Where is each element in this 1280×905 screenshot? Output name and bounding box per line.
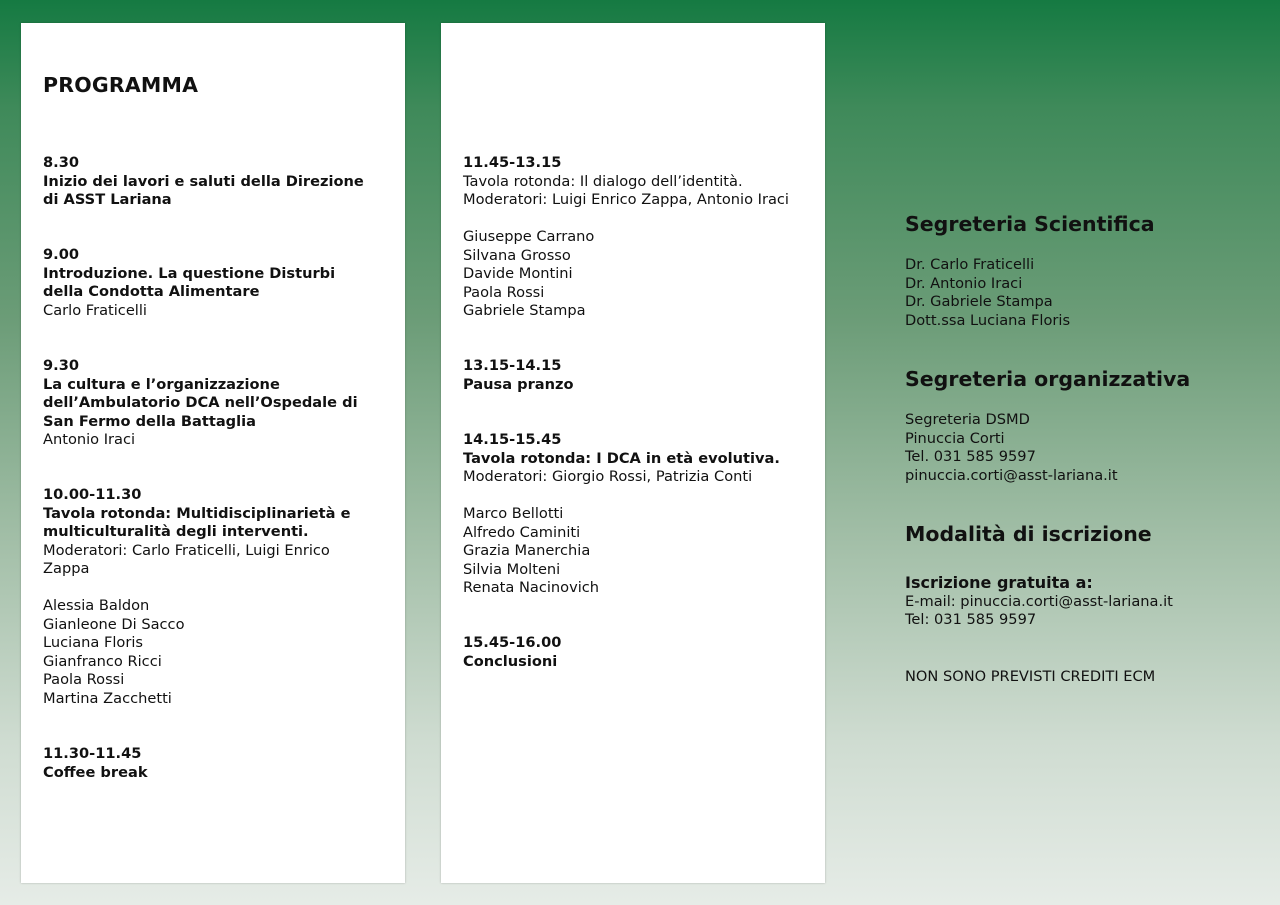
participant-name: Alessia Baldon (43, 597, 150, 614)
program-speaker: Carlo Fraticelli (43, 301, 147, 319)
registration-title: Modalità di iscrizione (905, 522, 1152, 546)
program-item (463, 357, 813, 394)
scientific-secretariat-title: Segreteria Scientifica (905, 212, 1155, 236)
program-item (463, 634, 813, 671)
secretariat-member: Dr. Gabriele Stampa (905, 293, 1053, 310)
program-heading: di ASST Lariana (43, 191, 172, 208)
program-heading: La cultura e l’organizzazione (43, 375, 280, 393)
participant-name: Silvia Molteni (463, 560, 561, 578)
program-heading: Inizio dei lavori e saluti della Direzione (43, 172, 364, 190)
participant-name: Renata Nacinovich (463, 579, 600, 596)
program-heading: Introduzione. La questione Disturbi (43, 264, 336, 282)
program-time: 13.15-14.15 (463, 357, 562, 374)
participant-name: Grazia Manerchia (463, 542, 591, 559)
program-heading: Conclusioni (463, 652, 558, 670)
participant-name: Marco Bellotti (463, 505, 564, 522)
participant-name: Luciana Floris (43, 634, 144, 651)
credits-note: NON SONO PREVISTI CREDITI ECM (905, 668, 1156, 685)
organizational-phone: Tel. 031 585 9597 (905, 448, 1036, 465)
program-heading: dell’Ambulatorio DCA nell’Ospedale di (43, 394, 358, 411)
organizational-line: Segreteria DSMD (905, 411, 1030, 428)
program-time: 11.30-11.45 (43, 745, 142, 762)
registration-subtitle: Iscrizione gratuita a: (905, 573, 1093, 592)
program-item (43, 486, 393, 708)
program-time: 9.30 (43, 357, 80, 374)
program-heading: Tavola rotonda: Multidisciplinarietà e (43, 504, 351, 522)
program-item (43, 246, 393, 320)
program-time: 8.30 (43, 154, 80, 171)
registration-email: E-mail: pinuccia.corti@asst-lariana.it (905, 592, 1173, 610)
program-moderators: Zappa (43, 560, 90, 577)
program-heading: Coffee break (43, 763, 148, 781)
program-item (43, 745, 393, 782)
program-heading: multiculturalità degli interventi. (43, 523, 309, 540)
program-item (463, 431, 813, 598)
participant-name: Silvana Grosso (463, 246, 571, 264)
participant-name: Martina Zacchetti (43, 689, 172, 707)
secretariat-member: Dott.ssa Luciana Floris (905, 311, 1071, 329)
organizational-email: pinuccia.corti@asst-lariana.it (905, 466, 1118, 484)
program-speaker: Antonio Iraci (43, 431, 136, 448)
program-moderators: Moderatori: Giorgio Rossi, Patrizia Conti (463, 468, 753, 485)
program-item (43, 154, 393, 210)
registration-info (905, 574, 1173, 630)
program-item (43, 357, 393, 450)
program-heading: Tavola rotonda: I DCA in età evolutiva. (463, 449, 780, 467)
program-moderators: Moderatori: Luigi Enrico Zappa, Antonio Iraci (463, 191, 789, 208)
participant-name: Davide Montini (463, 265, 573, 282)
participant-list (463, 228, 813, 321)
organizational-line: Pinuccia Corti (905, 429, 1005, 447)
secretariat-member: Dr. Antonio Iraci (905, 274, 1023, 292)
program-panel-left (21, 23, 405, 883)
scientific-secretariat-list (905, 256, 1070, 330)
organizational-secretariat-list (905, 411, 1118, 485)
program-time: 10.00-11.30 (43, 486, 142, 503)
program-moderators: Moderatori: Carlo Fraticelli, Luigi Enrico (43, 541, 330, 559)
participant-name: Gianleone Di Sacco (43, 615, 185, 633)
program-time: 11.45-13.15 (463, 154, 562, 171)
participant-list (463, 505, 813, 598)
program-title: PROGRAMMA (43, 73, 199, 97)
participant-name: Gianfranco Ricci (43, 652, 162, 670)
secretariat-member: Dr. Carlo Fraticelli (905, 256, 1035, 273)
registration-phone: Tel: 031 585 9597 (905, 611, 1037, 628)
participant-name: Giuseppe Carrano (463, 228, 595, 245)
program-heading: Pausa pranzo (463, 375, 574, 393)
participant-name: Paola Rossi (43, 671, 125, 688)
participant-name: Alfredo Caminiti (463, 523, 581, 541)
program-item (463, 154, 813, 321)
program-heading: della Condotta Alimentare (43, 283, 260, 300)
program-heading: San Fermo della Battaglia (43, 412, 256, 430)
participant-name: Gabriele Stampa (463, 302, 586, 319)
participant-name: Paola Rossi (463, 283, 545, 301)
program-heading: Tavola rotonda: Il dialogo dell’identità. (463, 172, 743, 190)
program-time: 9.00 (43, 246, 80, 263)
program-time: 15.45-16.00 (463, 634, 562, 651)
program-panel-middle (441, 23, 825, 883)
program-time: 14.15-15.45 (463, 431, 562, 448)
participant-list (43, 597, 393, 708)
organizational-secretariat-title: Segreteria organizzativa (905, 367, 1191, 391)
